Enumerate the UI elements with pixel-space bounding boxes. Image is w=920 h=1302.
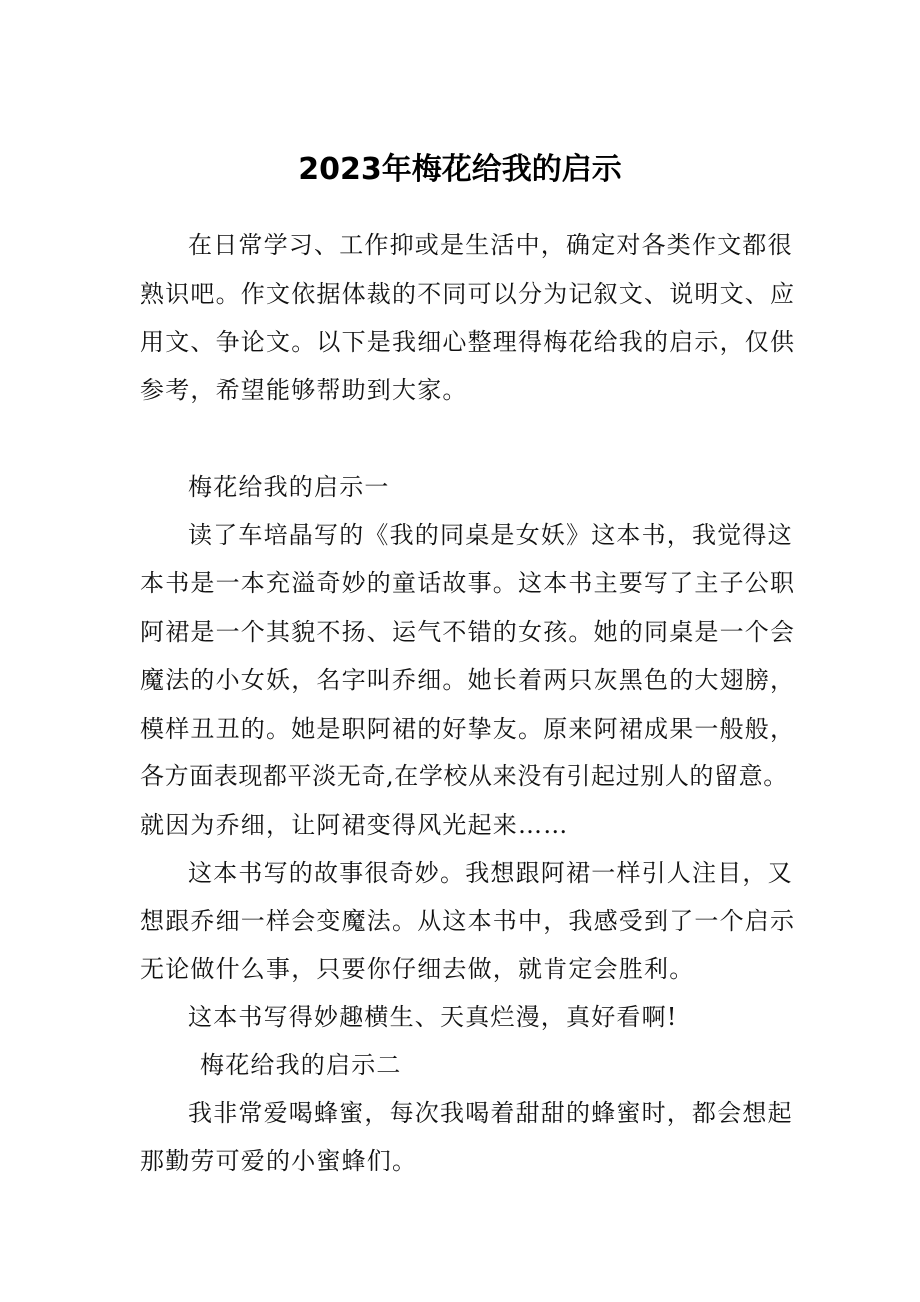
intro-line: 在日常学习、工作抑或是生活中，确定对各类作文都很 xyxy=(188,231,793,259)
intro-line: 参考，希望能够帮助到大家。 xyxy=(140,376,468,404)
paragraph-line: 阿裙是一个其貌不扬、运气不错的女孩。她的同桌是一个会 xyxy=(140,618,796,646)
paragraph-line: 我非常爱喝蜂蜜，每次我喝着甜甜的蜂蜜时，都会想起 xyxy=(188,1099,793,1127)
document-title: 2023年梅花给我的启示 xyxy=(298,152,622,187)
intro-line: 熟识吧。作文依据体裁的不同可以分为记叙文、说明文、应 xyxy=(140,280,796,308)
intro-line: 用文、争论文。以下是我细心整理得梅花给我的启示，仅供 xyxy=(140,328,796,356)
paragraph-line: 这本书写得妙趣横生、天真烂漫，真好看啊! xyxy=(188,1003,678,1031)
paragraph-line: 读了车培晶写的《我的同桌是女妖》这本书，我觉得这 xyxy=(188,521,793,549)
paragraph-line: 魔法的小女妖，名字叫乔细。她长着两只灰黑色的大翅膀， xyxy=(140,666,796,694)
paragraph-line: 那勤劳可爱的小蜜蜂们。 xyxy=(140,1147,418,1175)
paragraph-line: 这本书写的故事很奇妙。我想跟阿裙一样引人注目，又 xyxy=(188,859,793,887)
paragraph-line: 模样丑丑的。她是职阿裙的好挚友。原来阿裙成果一般般， xyxy=(140,715,796,743)
paragraph-line: 想跟乔细一样会变魔法。从这本书中，我感受到了一个启示 xyxy=(140,907,796,935)
section-heading: 梅花给我的启示一 xyxy=(188,473,390,501)
paragraph-line: 各方面表现都平淡无奇,在学校从来没有引起过别人的留意。 xyxy=(140,762,788,790)
paragraph-line: 无论做什么事，只要你仔细去做，就肯定会胜利。 xyxy=(140,955,695,983)
paragraph-line: 就因为乔细，让阿裙变得风光起来…… xyxy=(140,811,569,839)
section-heading: 梅花给我的启示二 xyxy=(200,1051,402,1079)
paragraph-line: 本书是一本充溢奇妙的童话故事。这本书主要写了主子公职 xyxy=(140,569,796,597)
